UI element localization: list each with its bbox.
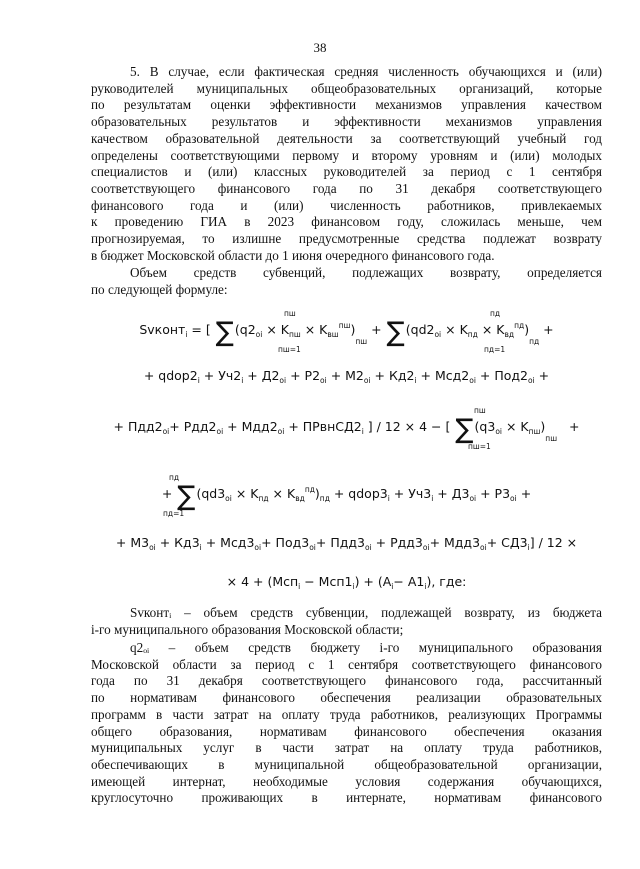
subscript: пш bbox=[288, 330, 301, 339]
sum-upper-limit: пш bbox=[474, 406, 486, 415]
text-line: круглосуточно проживающих в интернате, нормативам финансового bbox=[91, 790, 602, 806]
subscript: i bbox=[298, 582, 301, 591]
formula-text: + Рдд2 bbox=[169, 419, 217, 434]
subscript: вш bbox=[327, 330, 339, 339]
text-line: соответствующего финансового года по 31 декабря соответствующего bbox=[91, 180, 602, 196]
formula-text: + Мсд2 bbox=[416, 368, 470, 383]
sum-lower-limit: пш=1 bbox=[468, 442, 491, 451]
subscript: вд bbox=[504, 330, 515, 339]
text-line: качеством образовательной деятельности за соответствующий учебный год bbox=[91, 130, 602, 146]
subscript: oi bbox=[216, 427, 224, 436]
formula-text: ) bbox=[540, 419, 546, 434]
formula-text: + Кд3 bbox=[155, 535, 200, 550]
subscript: i bbox=[391, 582, 394, 591]
formula-line-2 bbox=[91, 362, 602, 392]
subscript: oi bbox=[422, 543, 430, 552]
subscript: oi bbox=[320, 376, 327, 385]
sum-upper-limit: пш bbox=[284, 309, 296, 318]
formula-text: + bbox=[569, 419, 580, 434]
subscript: oi bbox=[162, 427, 170, 436]
formula-text: + Д3 bbox=[433, 486, 470, 501]
formula-line-1 bbox=[91, 308, 602, 354]
formula-text: − Мсп1 bbox=[300, 574, 353, 589]
subscript: i bbox=[185, 330, 188, 339]
text-line: специалистов и (или) классных руководителей за период с 1 сентября bbox=[91, 164, 602, 180]
sum-upper-limit: пд bbox=[490, 309, 501, 318]
text-line: имеющей интернат, необходимые условия содержания обучающихся, bbox=[91, 773, 602, 789]
subscript: oi bbox=[225, 494, 232, 503]
formula-text: ) bbox=[524, 322, 530, 337]
formula-text: + М2 bbox=[326, 368, 364, 383]
text-line: к проведению ГИА в 2023 финансовом году, сложилась меньше, чем bbox=[91, 214, 602, 230]
formula-text: ] / 12 × bbox=[529, 535, 578, 550]
subscript: oi bbox=[364, 543, 372, 552]
subscript: oi bbox=[480, 543, 487, 552]
formula-text: ) + (А bbox=[354, 574, 392, 589]
superscript: пд bbox=[514, 321, 525, 330]
subscript: i bbox=[199, 543, 202, 552]
formula-text: × K bbox=[262, 322, 289, 337]
formula-line-3 bbox=[91, 405, 602, 451]
subscript: oi bbox=[528, 376, 535, 385]
formula-row bbox=[91, 416, 602, 443]
formula-text: + bbox=[516, 486, 532, 501]
subscript: oi bbox=[469, 494, 477, 503]
formula-text: + Мдд3 bbox=[429, 535, 481, 550]
formula-text: + bbox=[367, 322, 386, 337]
formula-text: + bbox=[161, 486, 177, 501]
paragraph-formula-intro bbox=[91, 265, 602, 298]
subscript: oi bbox=[255, 330, 263, 339]
subscript: пд bbox=[258, 494, 269, 503]
text-line: q2ₒᵢ – объем средств бюджету i-го муниципального образования bbox=[130, 640, 602, 655]
formula-text: (q3 bbox=[474, 419, 496, 434]
formula-text: + Рдд3 bbox=[371, 535, 423, 550]
text-line: муниципальных услуг в части затрат на оплату труда работников, bbox=[91, 740, 602, 756]
formula-text: + bbox=[539, 322, 554, 337]
sum-lower-limit: пд=1 bbox=[484, 345, 506, 354]
text-line: по результатам оценки эффективности механизмов управления качеством bbox=[91, 97, 602, 113]
formula-text: (q2 bbox=[234, 322, 256, 337]
text-line: в бюджет Московской области до 1 июня очередного финансового года. bbox=[91, 247, 495, 263]
formula-text: × K bbox=[477, 322, 505, 337]
sum-symbol: ∑ bbox=[215, 317, 234, 348]
text-line: Svконтᵢ – объем средств субвенции, подлежащей возврату, из бюджета bbox=[130, 605, 602, 620]
sum-lower-limit: пд=1 bbox=[163, 509, 185, 518]
formula-text: + Под2 bbox=[475, 368, 529, 383]
formula-text: × K bbox=[502, 419, 529, 434]
formula-text: × K bbox=[300, 322, 328, 337]
formula-text: + Мдд2 bbox=[223, 419, 278, 434]
superscript: пд bbox=[304, 485, 315, 494]
text-line: прогнозируемая, то излишне предусмотренные средства подлежат возврату bbox=[91, 231, 602, 247]
formula-text: × K bbox=[231, 486, 259, 501]
formula-text: + Р3 bbox=[476, 486, 511, 501]
formula-text: + qdop2 bbox=[143, 368, 198, 383]
subscript: i bbox=[361, 427, 364, 436]
subscript: oi bbox=[149, 543, 156, 552]
formula-text: + Пдд3 bbox=[315, 535, 365, 550]
formula-text: + Уч3 bbox=[389, 486, 432, 501]
subscript: oi bbox=[309, 543, 316, 552]
subscript: oi bbox=[510, 494, 517, 503]
definition-q2oi bbox=[91, 640, 602, 807]
text-line: обеспечивающих в муниципальной общеобразовательной организации, bbox=[91, 756, 602, 772]
formula-line-4 bbox=[91, 472, 602, 518]
formula-line-5 bbox=[91, 529, 602, 559]
text-line: руководителей муниципальных общеобразовательных организаций, которые bbox=[91, 80, 602, 96]
text-line: года по 31 декабря соответствующего финансового года, рассчитанный bbox=[91, 673, 602, 689]
formula-text: × 4 + (Мсп bbox=[226, 574, 299, 589]
text-line: по нормативам финансового обеспечения реализации образовательных bbox=[91, 690, 602, 706]
subscript: пд bbox=[467, 330, 478, 339]
formula-text: ) bbox=[314, 486, 320, 501]
formula-row bbox=[91, 319, 602, 346]
formula-text: Svконт bbox=[139, 322, 186, 337]
subscript: oi bbox=[469, 376, 476, 385]
formula-row bbox=[91, 483, 602, 510]
sum-symbol: ∑ bbox=[386, 317, 405, 348]
formula-row bbox=[91, 574, 602, 591]
text-line: образовательных результатов и эффективности механизмов управления bbox=[91, 114, 602, 130]
subscript: i bbox=[424, 582, 427, 591]
text-line: программ в части затрат на оплату труда работников, реализующих Программы bbox=[91, 706, 602, 722]
subscript: i bbox=[241, 376, 244, 385]
text-line: i-го муниципального образования Московской области; bbox=[91, 621, 404, 637]
subscript: пд bbox=[319, 494, 330, 503]
formula-text: ), где: bbox=[426, 574, 467, 589]
formula-line-6 bbox=[91, 568, 602, 598]
text-line: финансового года и (или) численность работников, привлекаемых bbox=[91, 197, 602, 213]
subscript: пш bbox=[545, 434, 558, 443]
subscript: oi bbox=[363, 376, 371, 385]
text-line: 5. В случае, если фактическая средняя численность обучающихся и (или) bbox=[130, 64, 602, 79]
subscript: i bbox=[387, 494, 390, 503]
subscript: i bbox=[431, 494, 434, 503]
formula-text: + Под3 bbox=[261, 535, 310, 550]
formula-text: = [ bbox=[187, 322, 215, 337]
text-line: Московской области за период с 1 сентября соответствующего финансового bbox=[91, 656, 602, 672]
formula-text: + Пдд2 bbox=[113, 419, 163, 434]
formula-text: ) bbox=[350, 322, 356, 337]
text-line: общего образования, нормативам финансового обеспечения оказания bbox=[91, 723, 602, 739]
sum-symbol: ∑ bbox=[455, 414, 474, 445]
subscript: пш bbox=[355, 337, 368, 346]
formula-text: (qd3 bbox=[196, 486, 226, 501]
text-line: определены соответствующими первому и второму уровням и (или) молодых bbox=[91, 147, 602, 163]
formula-text: + Мсд3 bbox=[201, 535, 255, 550]
definition-svkont bbox=[91, 605, 602, 638]
subscript: i bbox=[197, 376, 200, 385]
formula-text: + СД3 bbox=[486, 535, 528, 550]
subscript: oi bbox=[434, 330, 442, 339]
formula-text: + Д2 bbox=[243, 368, 280, 383]
subscript: oi bbox=[254, 543, 262, 552]
text-line: Объем средств субвенций, подлежащих возврату, определяется bbox=[130, 265, 602, 280]
text-line: по следующей формуле: bbox=[91, 281, 228, 297]
subscript: пд bbox=[529, 337, 540, 346]
formula-text: ] / 12 × 4 − [ bbox=[363, 419, 455, 434]
formula-row bbox=[91, 535, 602, 552]
sum-upper-limit: пд bbox=[169, 473, 180, 482]
sum-lower-limit: пш=1 bbox=[278, 345, 301, 354]
formula-text: − А1 bbox=[393, 574, 425, 589]
page-number: 38 bbox=[313, 40, 327, 55]
formula-text: + М3 bbox=[115, 535, 150, 550]
formula-text: + bbox=[534, 368, 550, 383]
formula-text: + Уч2 bbox=[199, 368, 242, 383]
subscript: oi bbox=[495, 427, 502, 436]
subscript: пш bbox=[528, 427, 541, 436]
subscript: oi bbox=[279, 376, 287, 385]
subscript: i bbox=[527, 543, 530, 552]
subscript: вд bbox=[295, 494, 305, 503]
subscript: oi bbox=[277, 427, 285, 436]
subscript: i bbox=[414, 376, 417, 385]
paragraph-5 bbox=[91, 64, 602, 264]
sum-symbol: ∑ bbox=[177, 481, 196, 512]
subscript: i bbox=[352, 582, 355, 591]
formula-text: + qdop3 bbox=[329, 486, 388, 501]
formula-text: × K bbox=[268, 486, 296, 501]
formula-text: (qd2 bbox=[405, 322, 435, 337]
formula-text: + Р2 bbox=[286, 368, 321, 383]
formula-row bbox=[91, 368, 602, 385]
formula-text: + ПРвнСД2 bbox=[284, 419, 362, 434]
formula-text: × K bbox=[441, 322, 468, 337]
formula-text: + Кд2 bbox=[370, 368, 415, 383]
superscript: пш bbox=[338, 321, 351, 330]
